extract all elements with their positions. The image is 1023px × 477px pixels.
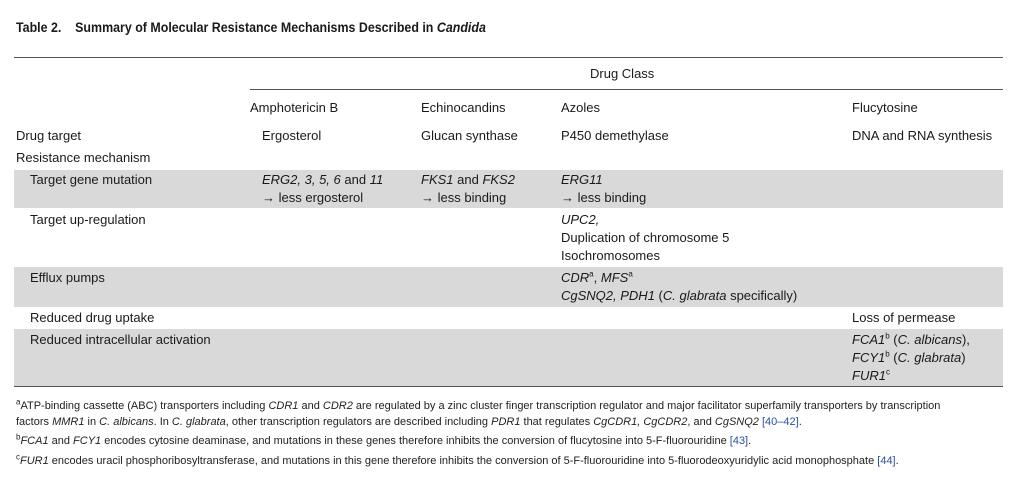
reference-link[interactable]: [44] bbox=[877, 455, 896, 467]
table-title-genus: Candida bbox=[436, 20, 486, 35]
table-title bbox=[16, 20, 486, 35]
footnote-text: and bbox=[298, 400, 323, 412]
cell-azoles-target: P450 demethylase bbox=[561, 128, 669, 143]
gene-upc2: UPC2, bbox=[561, 212, 600, 227]
footnote-text: and bbox=[48, 435, 74, 447]
gene-cgsnq2-pdh1: CgSNQ2, PDH1 bbox=[561, 288, 655, 303]
footnote-c bbox=[16, 453, 899, 469]
table-title-text: Summary of Molecular Resistance Mechanisms Described in bbox=[75, 20, 434, 35]
footnote-text: , other transcription regulators are described including bbox=[225, 416, 492, 428]
footnote-text: encodes uracil phosphoribosyltransferase, and mutations in this gene therefore inhibits the conversion of 5-F-fluorouridine into 5-fluorodeoxyuridylic acid monophosphate bbox=[48, 455, 878, 467]
footnote-text: encodes cytosine deaminase, and mutations in these genes therefore inhibits the conversion of flucytosine into 5-F-fluorouridine bbox=[101, 435, 730, 447]
footnote-text: ATP-binding cassette (ABC) transporters including bbox=[20, 400, 269, 412]
col-header-azoles: Azoles bbox=[561, 100, 601, 115]
footnote-ref: b bbox=[885, 331, 890, 341]
row-label-activation: Reduced intracellular activation bbox=[30, 332, 211, 347]
separator: , bbox=[593, 270, 601, 285]
footnote-text: . In bbox=[153, 416, 172, 428]
cell-flucyt-uptake: Loss of permease bbox=[852, 310, 956, 325]
footnote-mark: b bbox=[16, 432, 21, 442]
band-efflux bbox=[14, 267, 1003, 307]
footnote-text: factors bbox=[16, 416, 53, 428]
cell-echino-target: Glucan synthase bbox=[421, 128, 518, 143]
footnote-a bbox=[16, 398, 940, 430]
gene: CgSNQ2 bbox=[714, 416, 759, 428]
footnote-text: are regulated by a zinc cluster finger transcription regulator and major facilitator superfamily transporters by transcription bbox=[352, 400, 941, 412]
gene: MMR1 bbox=[52, 416, 85, 428]
footnote-b bbox=[16, 433, 751, 449]
paren: ), bbox=[961, 332, 970, 347]
gene: CDR1 bbox=[268, 400, 299, 412]
paren: ( bbox=[654, 288, 663, 303]
gene-fcy1: FCY1 bbox=[852, 350, 886, 365]
row-label-resistance: Resistance mechanism bbox=[16, 150, 151, 165]
gene-erg: ERG2, 3, 5, 6 bbox=[262, 172, 341, 187]
gene-erg11-azoles: ERG11 bbox=[561, 172, 603, 187]
row-label-target-gene: Target gene mutation bbox=[30, 172, 153, 187]
species: C. albicans bbox=[99, 416, 154, 428]
gene: CgCDR1, CgCDR2 bbox=[593, 416, 688, 428]
footnote-text: . bbox=[895, 455, 899, 467]
gene-cdr: CDR bbox=[561, 270, 590, 285]
cell-flucyt-target: DNA and RNA synthesis bbox=[852, 128, 993, 143]
drug-class-header: Drug Class bbox=[590, 66, 655, 81]
reference-link[interactable]: [40–42] bbox=[762, 416, 799, 428]
species: C. glabrata bbox=[897, 350, 962, 365]
paren: ) bbox=[961, 350, 966, 365]
cell-azoles-upregulation bbox=[561, 211, 729, 265]
upregulation-line3: Isochromosomes bbox=[561, 248, 660, 263]
cell-echino-gene bbox=[421, 171, 515, 207]
footnote-text: . bbox=[798, 416, 802, 428]
conjunction: and bbox=[340, 172, 370, 187]
row-label-drug-target: Drug target bbox=[16, 128, 82, 143]
col-header-flucytosine: Flucytosine bbox=[852, 100, 918, 115]
gene: CDR2 bbox=[322, 400, 353, 412]
species: C. glabrata bbox=[662, 288, 727, 303]
reference-link[interactable]: [43] bbox=[729, 435, 749, 447]
gene-fur1: FUR1 bbox=[852, 368, 886, 383]
footnote-mark: c bbox=[16, 452, 20, 462]
drug-class-rule bbox=[250, 89, 1003, 90]
footnote-ref: c bbox=[885, 367, 890, 377]
ampho-effect: → less ergosterol bbox=[262, 190, 364, 205]
footnote-ref: a bbox=[628, 269, 633, 279]
gene-fca1: FCA1 bbox=[852, 332, 886, 347]
footnote-text: . bbox=[748, 435, 752, 447]
paren: specifically) bbox=[726, 288, 798, 303]
gene-mfs: MFS bbox=[600, 270, 629, 285]
cell-azoles-gene bbox=[561, 171, 646, 207]
footnote-ref: a bbox=[589, 269, 594, 279]
row-label-uptake: Reduced drug uptake bbox=[30, 310, 155, 325]
gene-fks1: FKS1 bbox=[421, 172, 454, 187]
footnote-text: that regulates bbox=[520, 416, 594, 428]
gene: FCA1 bbox=[20, 435, 49, 447]
gene-fks2: FKS2 bbox=[482, 172, 515, 187]
paren: ( bbox=[889, 350, 898, 365]
footnote-text: in bbox=[84, 416, 100, 428]
paren: ( bbox=[889, 332, 898, 347]
conjunction: and bbox=[453, 172, 483, 187]
footnote-text: , and bbox=[687, 416, 715, 428]
gene: PDR1 bbox=[491, 416, 521, 428]
cell-azoles-efflux bbox=[561, 269, 797, 305]
gene-erg11: 11 bbox=[369, 172, 384, 187]
cell-ampho-target: Ergosterol bbox=[262, 128, 322, 143]
row-label-efflux: Efflux pumps bbox=[30, 270, 105, 285]
footnote-mark: a bbox=[16, 397, 21, 407]
gene: FUR1 bbox=[20, 455, 49, 467]
bottom-rule bbox=[14, 386, 1003, 387]
species: C. albicans bbox=[897, 332, 962, 347]
upregulation-line2: Duplication of chromosome 5 bbox=[561, 230, 730, 245]
col-header-amphotericin: Amphotericin B bbox=[250, 100, 339, 115]
top-rule bbox=[14, 57, 1003, 58]
table-number: Table 2. bbox=[16, 20, 62, 35]
echino-effect: → less binding bbox=[421, 190, 507, 205]
col-header-echinocandins: Echinocandins bbox=[421, 100, 506, 115]
cell-flucyt-activation bbox=[852, 331, 970, 385]
gene: FCY1 bbox=[73, 435, 102, 447]
azoles-effect: → less binding bbox=[561, 190, 647, 205]
cell-ampho-gene bbox=[262, 171, 383, 207]
footnote-ref: b bbox=[885, 349, 890, 359]
species: C. glabrata bbox=[171, 416, 226, 428]
row-label-upregulation: Target up-regulation bbox=[30, 212, 146, 227]
